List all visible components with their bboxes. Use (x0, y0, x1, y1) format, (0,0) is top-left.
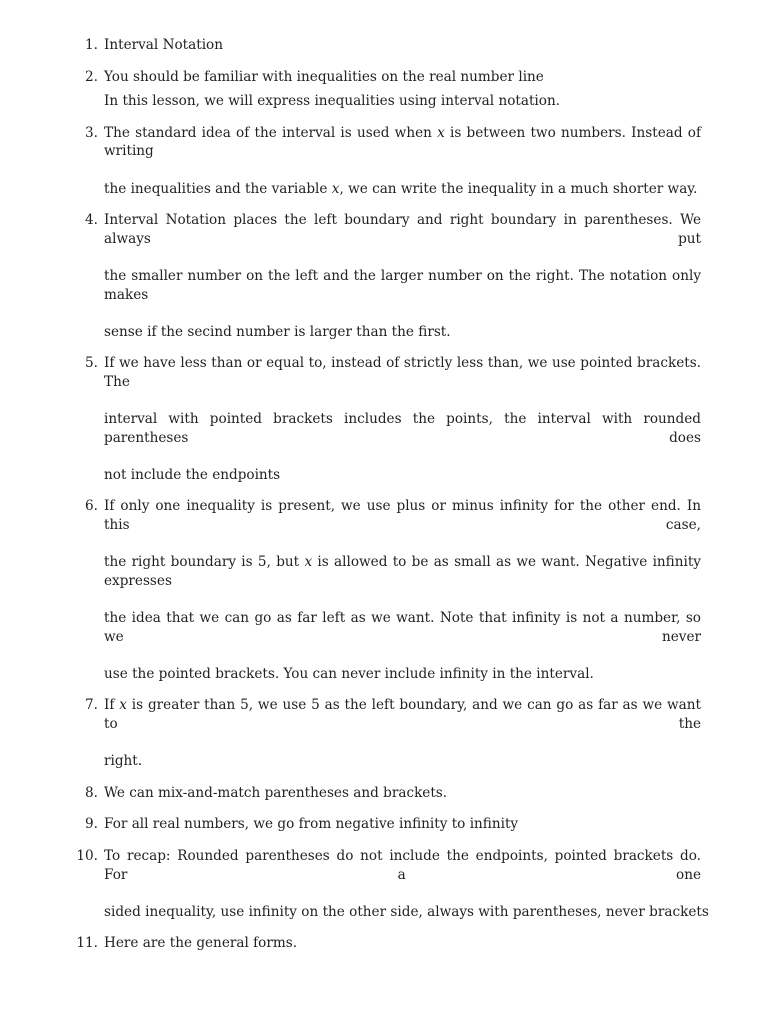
item-text-line: If only one inequality is present, we use plus or minus infinity for the other end. In this case, (104, 498, 701, 534)
item-number: 7. (85, 697, 98, 714)
list-item-1 (0, 36, 701, 55)
item-text-line: the idea that we can go as far left as we want. Note that infinity is not a number, so we never (104, 610, 701, 645)
item-number: 11. (76, 935, 98, 952)
list-item-7 (0, 696, 701, 770)
list-item-2 (0, 68, 701, 111)
item-number: 9. (85, 816, 98, 833)
item-text-line: the inequalities and the variable x, we can write the inequality in a much shorter way. (104, 180, 698, 197)
item-text-line: use the pointed brackets. You can never include infinity in the interval. (104, 665, 594, 682)
item-text-line: not include the endpoints (104, 466, 281, 483)
math-variable-x: x (331, 180, 340, 197)
item-number: 3. (85, 124, 98, 141)
list-item-10 (0, 847, 709, 921)
item-text-line: You should be familiar with inequalities on the real number line (104, 68, 544, 85)
item-text-line: If x is greater than 5, we use 5 as the left boundary, and we can go as far as we want to the (104, 697, 701, 732)
numbered-list (0, 36, 768, 966)
item-text-line: Here are the general forms. (104, 935, 298, 952)
item-number: 4. (85, 212, 98, 229)
list-item-9 (0, 815, 701, 834)
item-text-line: interval with pointed brackets includes the points, the interval with rounded parentheses does (104, 411, 701, 446)
math-variable-x: x (304, 554, 313, 571)
list-item-3 (0, 124, 701, 198)
item-text-line: The standard idea of the interval is used when x is between two numbers. Instead of writing (104, 124, 701, 160)
item-text-line: sided inequality, use infinity on the other side, always with parentheses, never brackets (104, 903, 709, 920)
list-item-8 (0, 784, 701, 803)
item-text-line: sense if the secind number is larger than the first. (104, 323, 451, 340)
item-text-line: right. (104, 753, 143, 770)
math-variable-x: x (437, 124, 445, 141)
item-number: 8. (85, 784, 98, 801)
item-text-line: For all real numbers, we go from negative infinity to infinity (104, 816, 519, 833)
item-number: 6. (85, 498, 98, 515)
item-text-line: Interval Notation places the left boundary and right boundary in parentheses. We always put (104, 212, 701, 247)
list-item-5 (0, 354, 701, 484)
item-text-line: the right boundary is 5, but x is allowed to be as small as we want. Negative infinity expresses (104, 554, 701, 589)
item-text-line: Interval Notation (104, 37, 223, 53)
list-item-4 (0, 211, 701, 341)
item-number: 1. (85, 37, 98, 53)
list-item-6 (0, 497, 701, 683)
list-item-11 (0, 934, 701, 953)
item-text-line: If we have less than or equal to, instead of strictly less than, we use pointed brackets. The (104, 355, 701, 390)
item-number: 2. (85, 68, 98, 85)
item-text-line: To recap: Rounded parentheses do not include the endpoints, pointed brackets do. For a one (104, 847, 701, 883)
item-number: 5. (85, 355, 98, 372)
item-text-line: We can mix-and-match parentheses and brackets. (104, 784, 448, 801)
item-text-line: the smaller number on the left and the larger number on the right. The notation only makes (104, 267, 701, 303)
item-number: 10. (76, 847, 98, 864)
item-second-paragraph: In this lesson, we will express inequalities using interval notation. (104, 93, 561, 110)
math-variable-x: x (119, 697, 127, 714)
